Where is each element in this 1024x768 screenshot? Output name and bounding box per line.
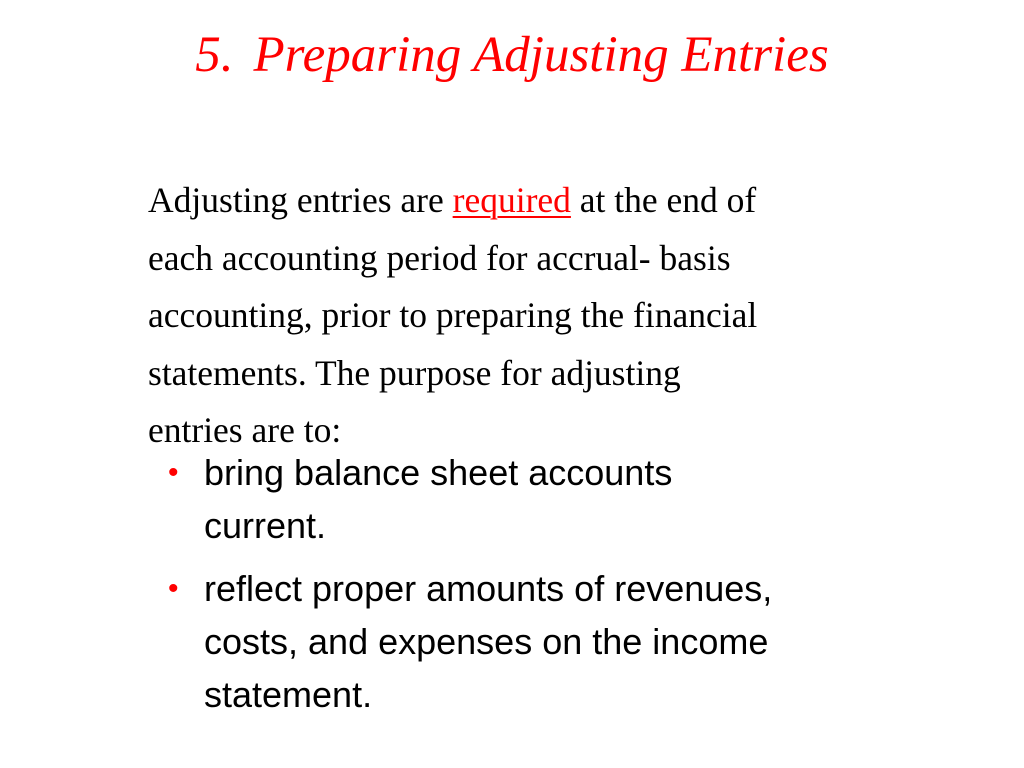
bullet-item: [160, 446, 980, 552]
title-text: Preparing Adjusting Entries: [253, 27, 829, 83]
bullet-item: [160, 562, 980, 721]
paragraph-text: Adjusting entries are: [148, 180, 453, 220]
bullet-text: current.: [204, 505, 327, 546]
bullet-text: costs, and expenses on the income: [204, 621, 769, 662]
bullet-text: bring balance sheet accounts: [204, 452, 673, 493]
paragraph-line: statements. The purpose for adjusting: [148, 352, 681, 393]
purpose-bullet-list: [160, 446, 980, 731]
paragraph-line: entries are to:: [148, 410, 342, 450]
paragraph-line: accounting, prior to preparing the financial: [148, 295, 758, 335]
title-number: 5.: [195, 27, 234, 83]
slide-title: [0, 26, 1024, 85]
bullet-icon: •: [168, 572, 179, 605]
bullet-icon: •: [168, 456, 179, 489]
intro-paragraph: [148, 172, 948, 460]
paragraph-line: [148, 172, 948, 230]
paragraph-line: each accounting period for accrual- basis: [148, 237, 731, 278]
paragraph-text: at the end of: [570, 180, 757, 220]
bullet-text: statement.: [204, 674, 373, 715]
bullet-text: reflect proper amounts of revenues,: [204, 568, 773, 609]
required-emphasis: required: [452, 180, 571, 220]
